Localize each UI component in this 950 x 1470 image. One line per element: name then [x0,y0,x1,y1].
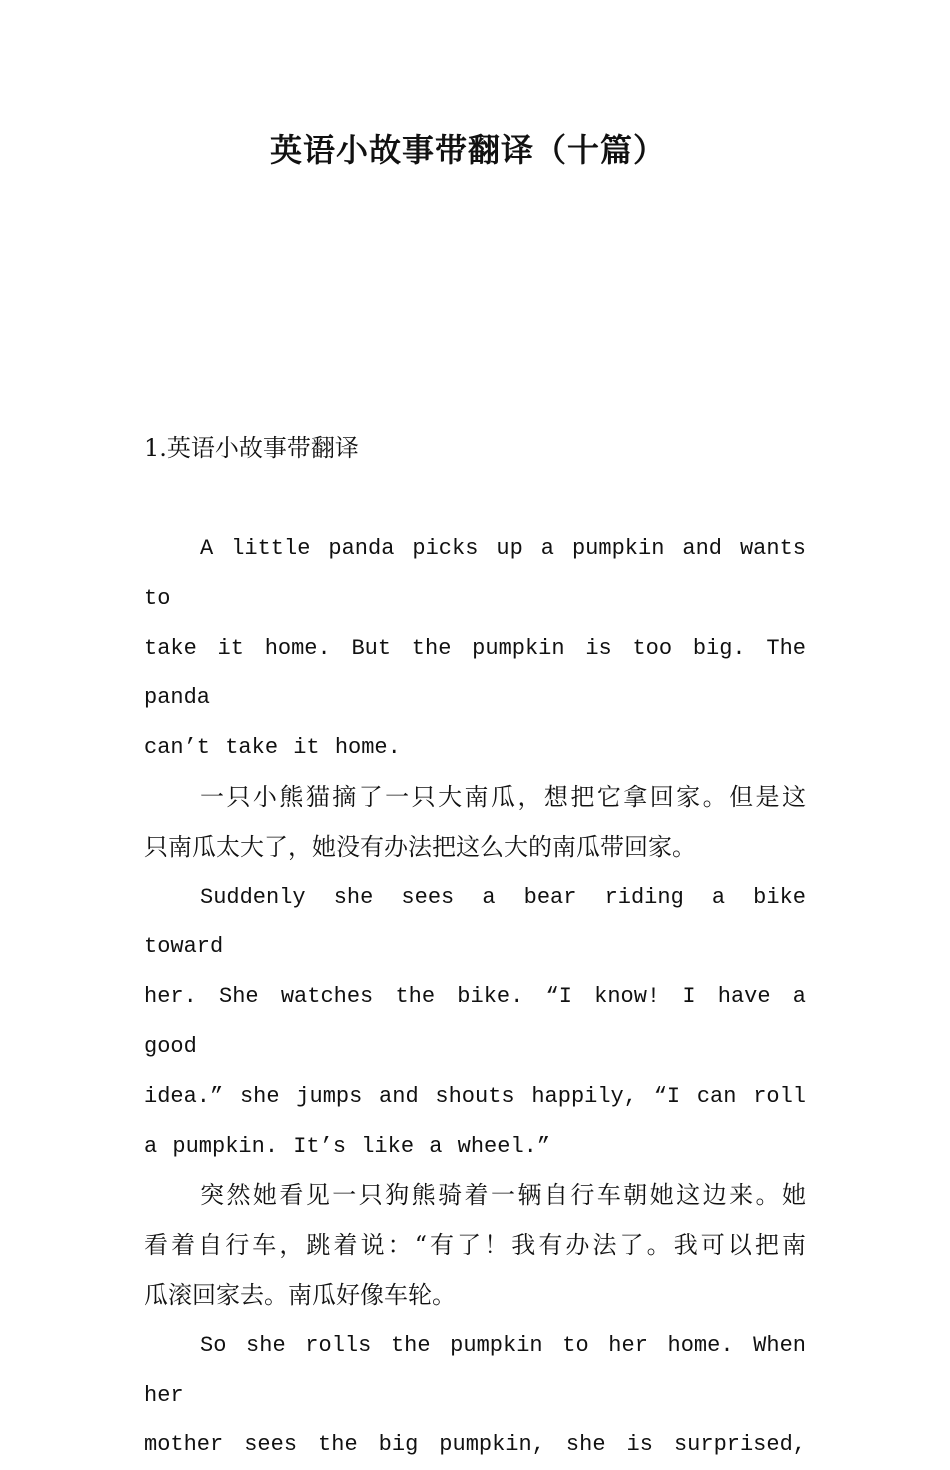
text-line: mother sees the big pumpkin, she is surprised, [144,1432,806,1458]
text-line: 突然她看见一只狗熊骑着一辆自行车朝她这边来。她 [200,1181,806,1210]
chinese-paragraph-1 [144,773,806,873]
text-line: 看着自行车，跳着说：“有了！我有办法了。我可以把南 [144,1231,806,1260]
section-heading: 1.英语小故事带翻译 [144,434,359,462]
document-title: 英语小故事带翻译（十篇） [269,131,666,169]
text-line: 瓜滚回家去。南瓜好像车轮。 [144,1280,456,1309]
text-line: a pumpkin. It’s like a wheel.” [144,1133,551,1159]
story-body [144,524,806,1470]
english-paragraph-1 [144,524,806,773]
chinese-paragraph-2 [144,1171,806,1320]
text-line: A little panda picks up a pumpkin and wants to [144,536,806,611]
text-line: Suddenly she sees a bear riding a bike toward [144,884,806,960]
text-line: So she rolls the pumpkin to her home. When her [144,1332,806,1408]
text-line: can’t take it home. [144,735,401,761]
text-line: take it home. But the pumpkin is too big. The panda [144,635,806,711]
english-paragraph-3 [144,1321,806,1470]
english-paragraph-2 [144,873,806,1172]
text-line: 一只小熊猫摘了一只大南瓜，想把它拿回家。但是这 [200,782,806,811]
text-line: idea.” she jumps and shouts happily, “I can roll [144,1083,806,1109]
text-line: her. She watches the bike. “I know! I have a good [144,984,806,1059]
text-line: 只南瓜太大了，她没有办法把这么大的南瓜带回家。 [144,832,696,861]
